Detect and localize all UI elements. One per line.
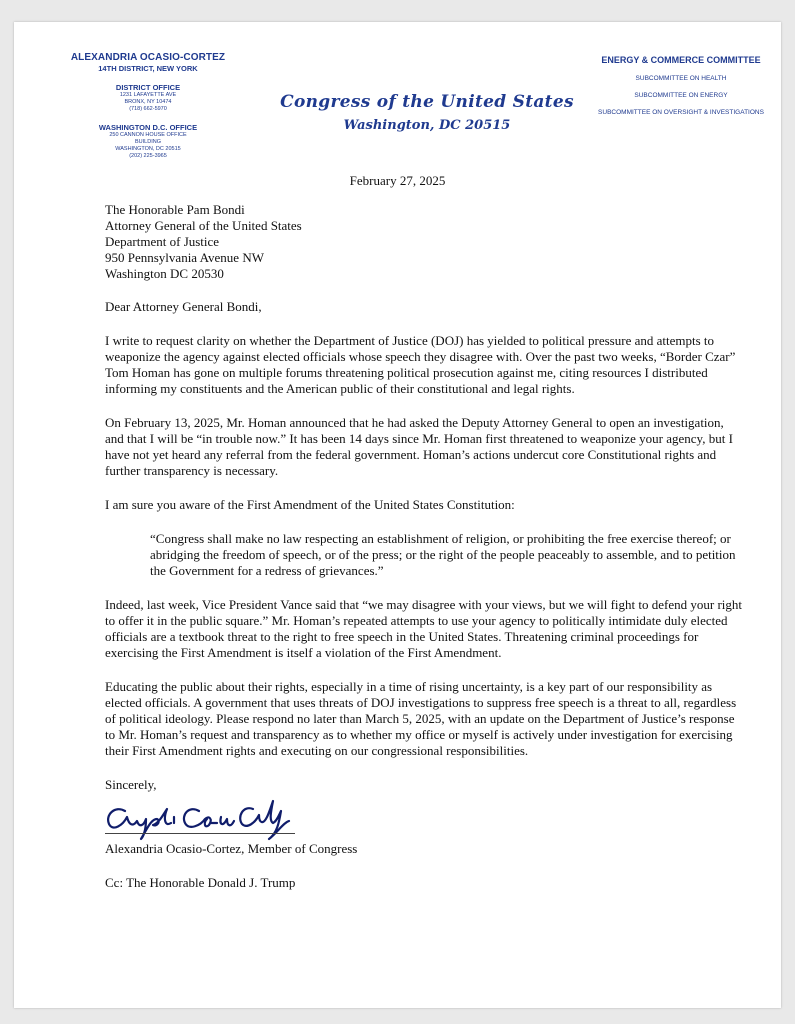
recipient-address: [105, 202, 745, 282]
dc-office-line: 250 CANNON HOUSE OFFICE: [109, 132, 187, 138]
congress-letterhead: [242, 92, 612, 133]
subcommittee-name: SUBCOMMITTEE ON ENERGY: [634, 92, 728, 99]
district-office-line: BRONX, NY 10474: [124, 99, 172, 105]
district-office-line: 1231 LAFAYETTE AVE: [119, 92, 177, 98]
dc-office-line: BUILDING: [135, 139, 161, 145]
first-amendment-quote: “Congress shall make no law respecting an establishment of religion, or prohibiting the free exercise thereof; or abridging the freedom of speech, or of the press; or the right of the people peaceably to assemble, and to petition the Government for a redress of grievances.”: [150, 531, 736, 578]
body-paragraph: Indeed, last week, Vice President Vance said that “we may disagree with your views, but we will fight to defend your right to offer it in the public square.” Mr. Homan’s repeated attempts to use your agency to politically intimidate duly elected officials are a textbook threat to the right to free speech in the United States. Threatening criminal proceedings for exercising the First Amendment is itself a violation of the First Amendment.: [105, 597, 743, 660]
signature-line: [105, 833, 295, 834]
member-letterhead: [64, 52, 232, 160]
salutation: Dear Attorney General Bondi,: [105, 299, 262, 314]
address-line: Attorney General of the United States: [105, 218, 302, 233]
dc-office-line: WASHINGTON, DC 20515: [115, 146, 181, 152]
address-line: The Honorable Pam Bondi: [105, 202, 245, 217]
dc-office-title: WASHINGTON D.C. OFFICE: [98, 123, 198, 132]
member-district: 14TH DISTRICT, NEW YORK: [98, 64, 198, 73]
body-paragraph: On February 13, 2025, Mr. Homan announced that he had asked the Deputy Attorney General to open an investigation, and that I will be “in trouble now.” It has been 14 days since Mr. Homan first threatened to weaponize your agency, but I have not yet heard any referral from the federal government. Homan’s actions undercut core Constitutional rights and further transparency is necessary.: [105, 415, 733, 478]
congress-city: Washington, DC 20515: [343, 118, 511, 133]
body-paragraph: I write to request clarity on whether the Department of Justice (DOJ) has yielded to political pressure and attempts to weaponize the agency against elected officials whose speech they disagree with. Over the past two weeks, “Border Czar” Tom Homan has gone on multiple forums threatening political prosecution against me, citing resources I distributed informing my constituents and the American public of their constitutional and legal rights.: [105, 333, 736, 396]
address-line: Washington DC 20530: [105, 266, 224, 281]
subcommittee-name: SUBCOMMITTEE ON OVERSIGHT & INVESTIGATIONS: [598, 109, 764, 116]
district-office-line: (718) 662-5970: [129, 106, 167, 112]
committee-name: ENERGY & COMMERCE COMMITTEE: [601, 55, 761, 65]
body-paragraph: Educating the public about their rights, especially in a time of rising uncertainty, is a key part of our responsibility as elected officials. A government that uses threats of DOJ investigations to suppress free speech is a threat to all, regardless of political ideology. Please respond no later than March 5, 2025, with an update on the Department of Justice’s response to Mr. Homan’s request and transparency as to whether my office or myself is actively under investigation for exercising their First Amendment rights and executing on our congressional responsibilities.: [105, 679, 737, 758]
cc-line: Cc: The Honorable Donald J. Trump: [105, 875, 296, 890]
signature-block: [105, 797, 745, 841]
member-name: ALEXANDRIA OCASIO-CORTEZ: [70, 52, 226, 63]
signer-name: Alexandria Ocasio-Cortez, Member of Congress: [105, 841, 358, 856]
letter-date: February 27, 2025: [349, 173, 446, 188]
handwritten-signature: [103, 797, 293, 841]
body-paragraph: I am sure you aware of the First Amendment of the United States Constitution:: [105, 497, 515, 512]
closing: Sincerely,: [105, 777, 157, 792]
district-office-title: DISTRICT OFFICE: [115, 83, 181, 92]
address-line: 950 Pennsylvania Avenue NW: [105, 250, 264, 265]
subcommittee-name: SUBCOMMITTEE ON HEALTH: [635, 75, 727, 82]
address-line: Department of Justice: [105, 234, 220, 249]
letter-body: [105, 202, 745, 891]
committee-letterhead: [591, 55, 771, 117]
dc-office-line: (202) 225-3965: [129, 153, 167, 159]
letter-page: [14, 22, 781, 1008]
congress-title: Congress of the United States: [280, 92, 574, 112]
